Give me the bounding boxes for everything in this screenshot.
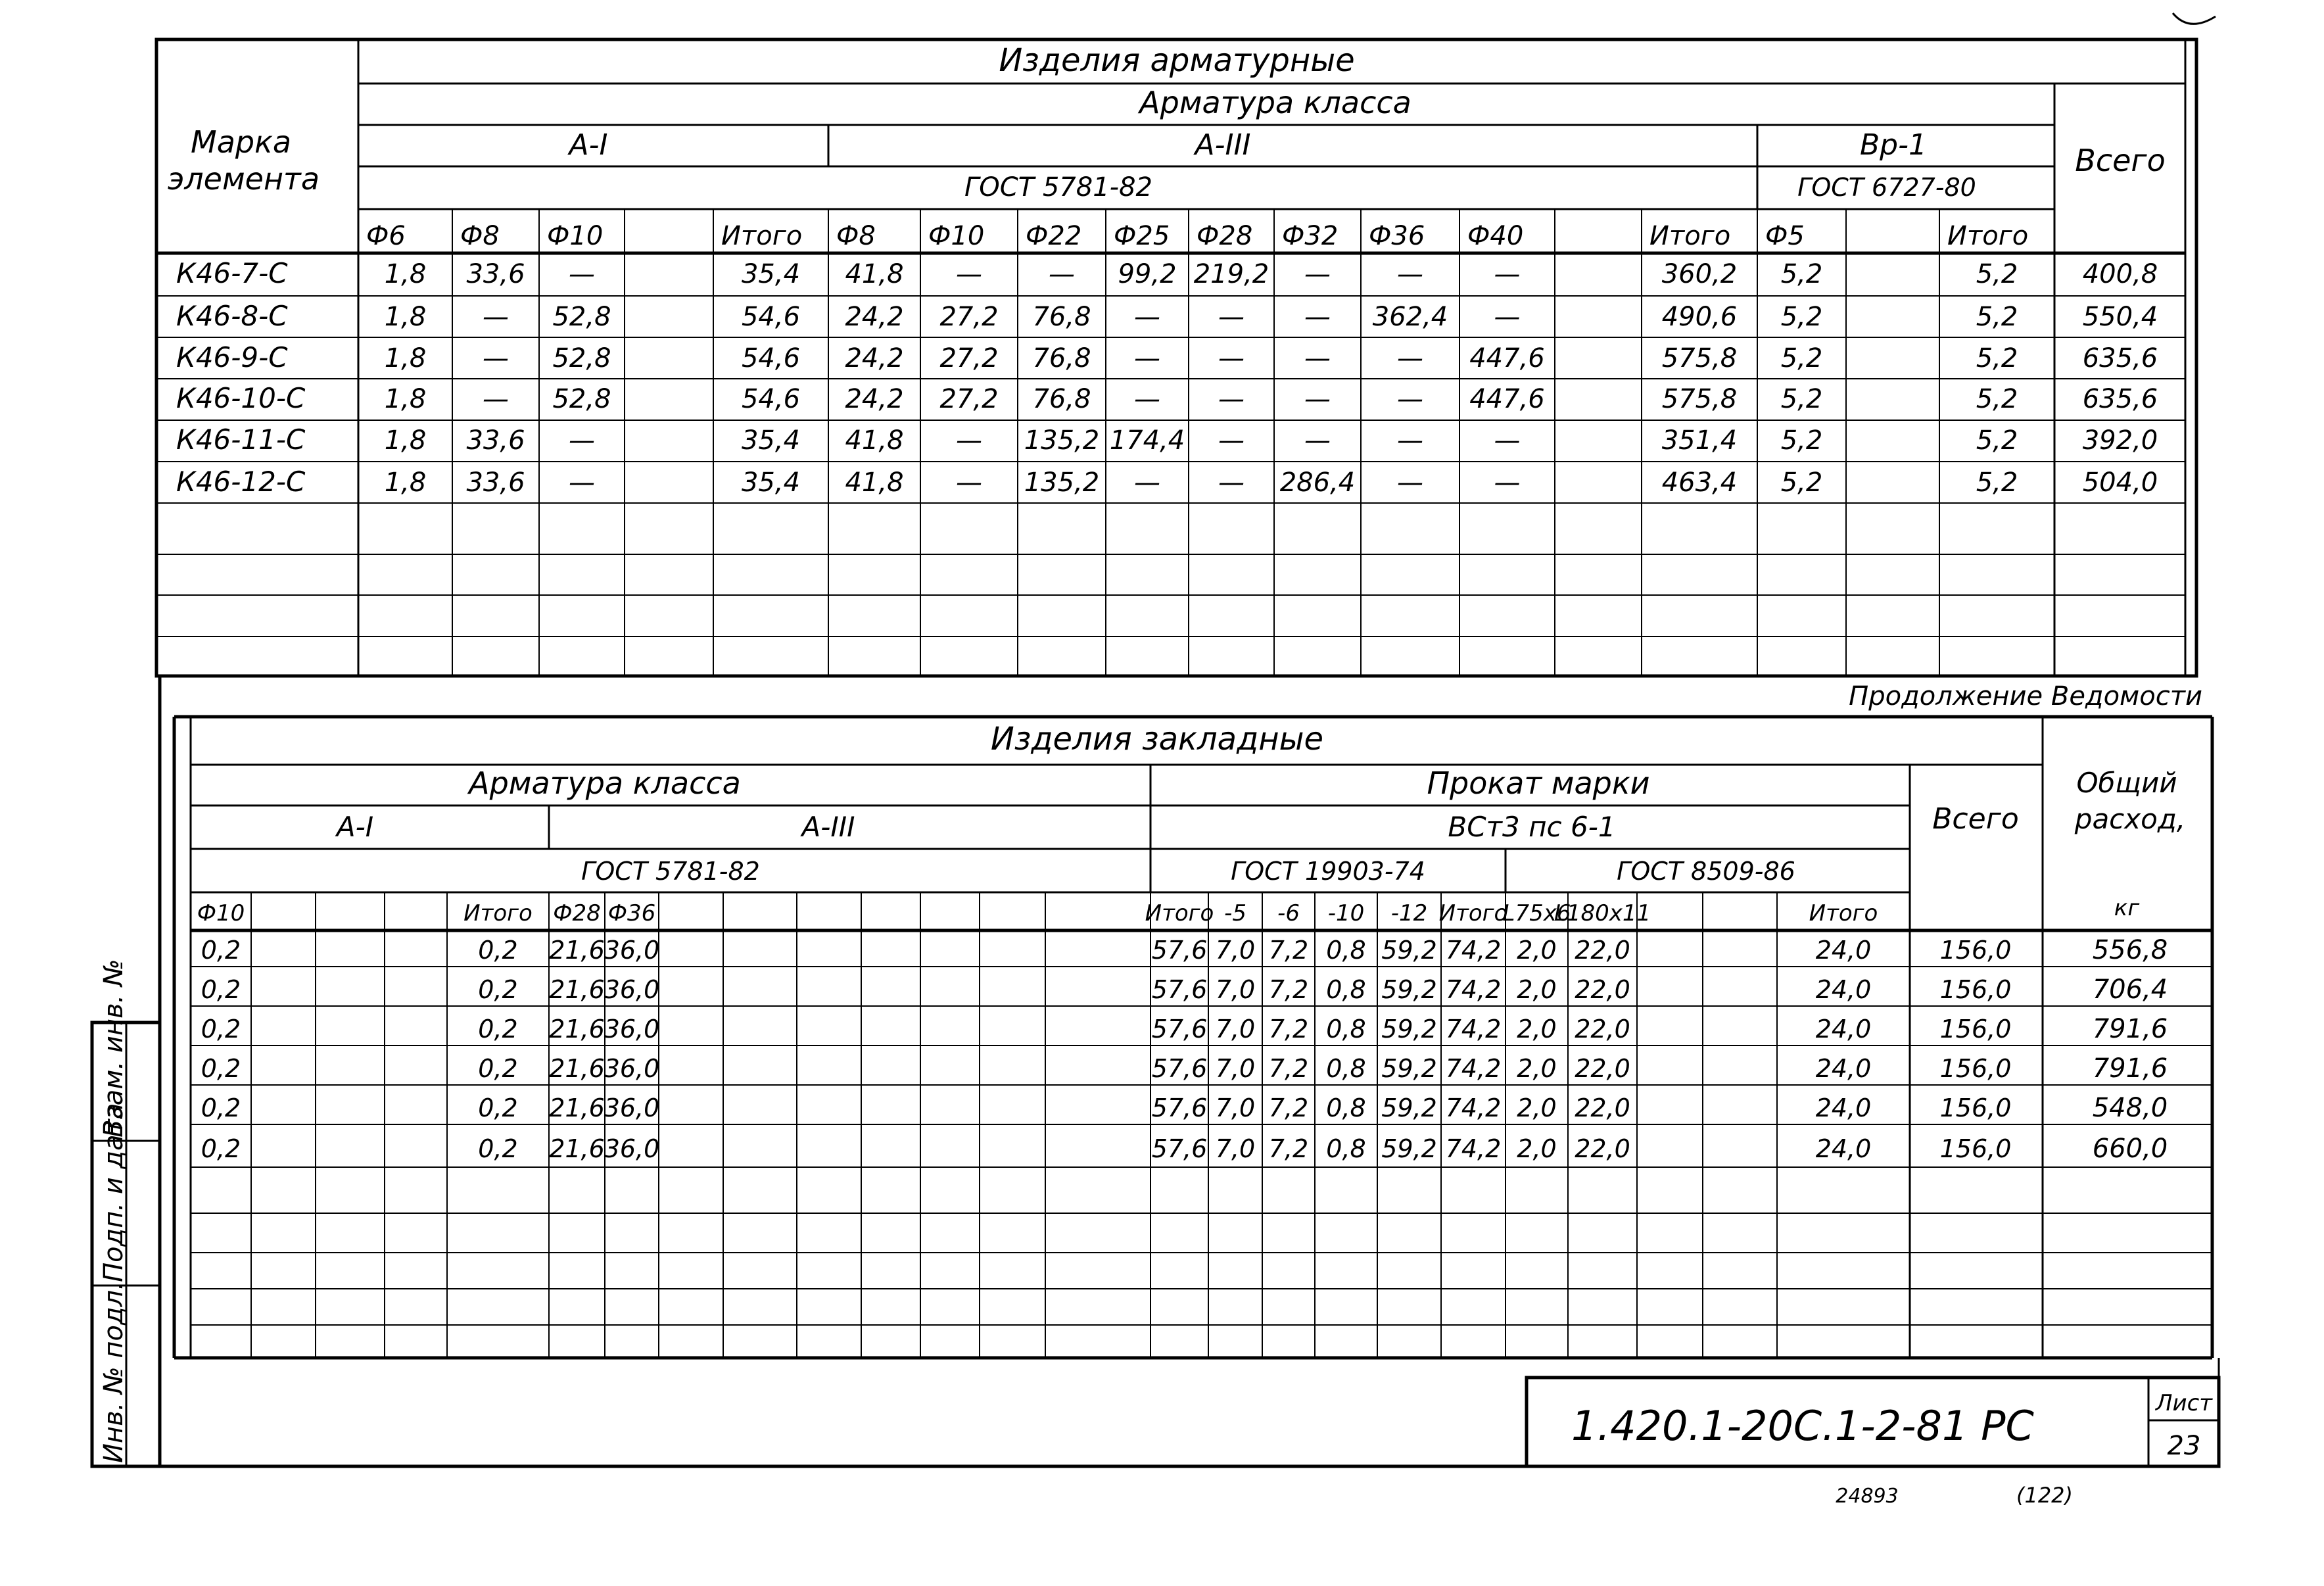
top-row-cell: 35,4 <box>741 425 801 456</box>
top-row-mark: К46-10-С <box>176 382 306 414</box>
bottom-row-cell: 2,0 <box>1517 936 1557 965</box>
top-title: Изделия арматурные <box>999 42 1355 79</box>
top-row-cell: 52,8 <box>552 384 611 414</box>
top-row-cell: — <box>1397 468 1423 498</box>
top-row-cell: 1,8 <box>384 384 427 414</box>
top-row-cell: 24,2 <box>845 343 904 373</box>
top-row-cell: — <box>1494 468 1521 498</box>
bottom-row-cell: 36,0 <box>604 1015 660 1044</box>
bottom-row-cell: 24,0 <box>1815 1093 1872 1122</box>
bottom-row-total: 156,0 <box>1939 1134 2012 1163</box>
bottom-row-cell: 0,2 <box>478 1134 518 1163</box>
top-row-cell: — <box>956 259 982 289</box>
top-col-header: Итого <box>721 221 803 251</box>
bottom-row-cell: 21,6 <box>549 1134 605 1163</box>
top-row-cell: 54,6 <box>741 384 801 414</box>
top-col-header: Ф6 <box>366 221 406 251</box>
top-row-cell: — <box>1218 343 1245 373</box>
bottom-row-cell: 0,2 <box>201 975 241 1004</box>
top-row-cell: — <box>1134 302 1160 332</box>
bottom-row-cell: 0,8 <box>1326 1134 1366 1163</box>
top-col-header: Итого <box>1947 221 2029 251</box>
top-row-cell: — <box>569 259 595 289</box>
top-group-vr: Вр-1 <box>1860 128 1927 162</box>
bottom-row-cell: 59,2 <box>1381 1054 1437 1083</box>
top-col-header: Ф25 <box>1114 221 1170 251</box>
bottom-group-a1: А-I <box>336 811 374 843</box>
top-row-mark: К46-7-С <box>176 257 288 289</box>
top-row-cell: 76,8 <box>1032 302 1091 332</box>
bottom-row-cell: 22,0 <box>1575 1015 1630 1044</box>
bottom-row-cell: 21,6 <box>549 1093 605 1122</box>
top-row-cell: 76,8 <box>1032 384 1091 414</box>
bottom-row-cell: 7,0 <box>1215 1093 1256 1122</box>
bottom-row-cell: 74,2 <box>1445 936 1502 965</box>
inventory-number: 24893 <box>1836 1485 1899 1508</box>
top-row-cell: 1,8 <box>384 425 427 456</box>
top-row-cell: 35,4 <box>741 468 801 498</box>
corner-mark <box>2173 13 2216 24</box>
top-row-cell: 41,8 <box>845 259 904 289</box>
bottom-row-cell: 74,2 <box>1445 1054 1502 1083</box>
top-row-cell: — <box>1304 384 1331 414</box>
top-row-cell: — <box>483 384 509 414</box>
top-row-cell: 54,6 <box>741 302 801 332</box>
overall-unit: кг <box>2114 895 2140 921</box>
bottom-row-cell: 7,2 <box>1268 1134 1309 1163</box>
bottom-row-cell: 0,8 <box>1326 1054 1366 1083</box>
top-row-cell: — <box>1218 425 1245 456</box>
top-row-cell: — <box>1397 384 1423 414</box>
bottom-row-cell: 0,8 <box>1326 936 1366 965</box>
top-row-cell: — <box>569 468 595 498</box>
bottom-col-header: Итого <box>1809 900 1878 926</box>
top-row-cell: 35,4 <box>741 259 801 289</box>
bottom-row-cell: 7,2 <box>1268 1015 1309 1044</box>
top-row-cell: — <box>1304 302 1331 332</box>
overall-header-line2: расход, <box>2074 803 2186 835</box>
top-row-cell: 5,2 <box>1780 259 1823 289</box>
top-row-cell: 351,4 <box>1661 425 1738 456</box>
bottom-row-cell: 24,0 <box>1815 936 1872 965</box>
top-row-cell: — <box>483 343 509 373</box>
bottom-gost-arm: ГОСТ 5781-82 <box>581 857 760 886</box>
bottom-row-cell: 36,0 <box>604 1134 660 1163</box>
top-table <box>168 42 2166 498</box>
bottom-row-total: 156,0 <box>1939 1093 2012 1122</box>
bottom-row-overall: 706,4 <box>2092 974 2168 1005</box>
bottom-row-cell: 22,0 <box>1575 1093 1630 1122</box>
top-row-mark: К46-9-С <box>176 341 288 373</box>
mark-header-line2: элемента <box>168 161 320 197</box>
top-row-cell: 33,6 <box>466 259 525 289</box>
top-col-header: Ф36 <box>1369 221 1425 251</box>
top-row-cell: 286,4 <box>1279 468 1356 498</box>
top-row-cell: — <box>1304 425 1331 456</box>
bottom-table <box>197 721 2185 1164</box>
top-col-header: Ф40 <box>1467 221 1524 251</box>
top-row-total: 550,4 <box>2082 302 2158 332</box>
top-row-cell: 5,2 <box>1780 302 1823 332</box>
top-col-header: Ф22 <box>1026 221 1082 251</box>
top-col-header: Ф28 <box>1197 221 1253 251</box>
top-row-cell: 575,8 <box>1661 384 1738 414</box>
bottom-col-header: Ф10 <box>197 900 245 926</box>
bottom-row-cell: 0,8 <box>1326 1015 1366 1044</box>
bottom-row-cell: 24,0 <box>1815 1134 1872 1163</box>
bottom-row-cell: 7,0 <box>1215 975 1256 1004</box>
bottom-col-header: L180x11 <box>1553 900 1651 926</box>
bottom-row-cell: 36,0 <box>604 1054 660 1083</box>
bottom-row-cell: 59,2 <box>1381 1134 1437 1163</box>
page-number: (122) <box>2016 1483 2074 1508</box>
top-row-cell: — <box>1218 468 1245 498</box>
bottom-row-cell: 21,6 <box>549 1054 605 1083</box>
bottom-row-cell: 7,0 <box>1215 1015 1256 1044</box>
bottom-row-cell: 21,6 <box>549 936 605 965</box>
bottom-row-cell: 0,2 <box>478 975 518 1004</box>
bottom-row-cell: 22,0 <box>1575 975 1630 1004</box>
bottom-row-cell: 24,0 <box>1815 1054 1872 1083</box>
top-row-cell: 362,4 <box>1372 302 1448 332</box>
bottom-row-cell: 2,0 <box>1517 1134 1557 1163</box>
bottom-row-cell: 36,0 <box>604 936 660 965</box>
bottom-row-cell: 7,0 <box>1215 1054 1256 1083</box>
top-row-cell: 575,8 <box>1661 343 1738 373</box>
bottom-gost-prokat1: ГОСТ 19903-74 <box>1231 857 1425 886</box>
bottom-row-overall: 548,0 <box>2092 1093 2168 1123</box>
top-row-total: 400,8 <box>2082 259 2158 289</box>
bottom-row-cell: 36,0 <box>604 975 660 1004</box>
top-row-total: 504,0 <box>2082 468 2158 498</box>
bottom-row-cell: 74,2 <box>1445 1015 1502 1044</box>
top-row-cell: 135,2 <box>1024 468 1100 498</box>
top-row-cell: 27,2 <box>939 343 999 373</box>
bottom-row-cell: 2,0 <box>1517 1054 1557 1083</box>
bottom-row-cell: 7,2 <box>1268 936 1309 965</box>
continuation-label: Продолжение Ведомости <box>1849 681 2202 711</box>
top-row-cell: 41,8 <box>845 425 904 456</box>
top-gost-vr: ГОСТ 6727-80 <box>1797 173 1976 202</box>
side-label-sign-date: Подп. и дата <box>99 1103 129 1282</box>
top-row-cell: 33,6 <box>466 468 525 498</box>
side-label-replace-inv: Взам. инв. № <box>99 959 129 1138</box>
bottom-col-header: L75x6 <box>1502 900 1571 926</box>
bottom-col-header: Итого <box>463 900 533 926</box>
bottom-col-header: Ф28 <box>553 900 601 926</box>
top-total-header: Всего <box>2075 143 2166 178</box>
bottom-row-cell: 0,2 <box>201 1134 241 1163</box>
top-row-total: 635,6 <box>2082 343 2158 373</box>
top-row-cell: — <box>1049 259 1075 289</box>
bottom-row-cell: 7,0 <box>1215 1134 1256 1163</box>
top-row-cell: 52,8 <box>552 302 611 332</box>
top-row-cell: 5,2 <box>1780 343 1823 373</box>
bottom-row-cell: 21,6 <box>549 1015 605 1044</box>
top-row-mark: К46-8-С <box>176 300 288 332</box>
top-gost-main: ГОСТ 5781-82 <box>964 172 1152 203</box>
top-row-cell: — <box>1304 259 1331 289</box>
top-row-cell: — <box>1218 302 1245 332</box>
top-row-total: 392,0 <box>2082 425 2158 456</box>
top-row-cell: — <box>1218 384 1245 414</box>
bottom-row-cell: 7,2 <box>1268 1093 1309 1122</box>
bottom-row-cell: 57,6 <box>1151 1093 1208 1122</box>
bottom-row-cell: 0,2 <box>201 1054 241 1083</box>
bottom-col-header: -5 <box>1224 900 1246 926</box>
bottom-row-overall: 556,8 <box>2092 935 2168 965</box>
top-row-cell: — <box>1397 259 1423 289</box>
top-row-cell: 1,8 <box>384 259 427 289</box>
top-col-header: Ф10 <box>928 221 985 251</box>
sheet-number: 23 <box>2167 1431 2201 1461</box>
top-row-cell: 1,8 <box>384 343 427 373</box>
bottom-group-a3: А-III <box>801 811 855 843</box>
bottom-row-cell: 57,6 <box>1151 1015 1208 1044</box>
top-row-cell: 24,2 <box>845 384 904 414</box>
top-row-cell: 447,6 <box>1469 343 1545 373</box>
bottom-row-cell: 0,2 <box>478 936 518 965</box>
bottom-col-header: Итого <box>1145 900 1214 926</box>
bottom-row-cell: 59,2 <box>1381 1093 1437 1122</box>
overall-header-line1: Общий <box>2076 767 2177 799</box>
bottom-row-cell: 22,0 <box>1575 1054 1630 1083</box>
bottom-row-cell: 0,2 <box>201 1015 241 1044</box>
bottom-row-cell: 74,2 <box>1445 975 1502 1004</box>
bottom-row-cell: 0,2 <box>201 936 241 965</box>
top-subtitle: Арматура класса <box>1139 85 1411 120</box>
top-row-cell: 41,8 <box>845 468 904 498</box>
top-row-cell: — <box>1134 384 1160 414</box>
top-row-cell: — <box>956 425 982 456</box>
top-row-cell: 5,2 <box>1780 384 1823 414</box>
bottom-col-header: Итого <box>1438 900 1508 926</box>
bottom-row-cell: 7,0 <box>1215 936 1256 965</box>
top-row-cell: 54,6 <box>741 343 801 373</box>
top-row-cell: — <box>1134 343 1160 373</box>
bottom-row-cell: 2,0 <box>1517 1093 1557 1122</box>
bottom-row-cell: 22,0 <box>1575 1134 1630 1163</box>
top-row-cell: — <box>483 302 509 332</box>
bottom-row-cell: 74,2 <box>1445 1093 1502 1122</box>
top-row-cell: 5,2 <box>1976 259 2018 289</box>
top-row-cell: — <box>569 425 595 456</box>
top-col-header: Итого <box>1649 221 1731 251</box>
top-group-a1: А-I <box>569 128 608 162</box>
top-row-cell: — <box>1134 468 1160 498</box>
top-row-mark: К46-12-С <box>176 466 306 498</box>
bottom-row-total: 156,0 <box>1939 1015 2012 1044</box>
top-row-cell: 5,2 <box>1976 425 2018 456</box>
top-row-cell: 5,2 <box>1976 468 2018 498</box>
sheet-label: Лист <box>2155 1390 2213 1416</box>
bottom-row-cell: 7,2 <box>1268 975 1309 1004</box>
bottom-row-overall: 660,0 <box>2092 1134 2168 1164</box>
top-col-header: Ф5 <box>1765 221 1805 251</box>
bottom-row-cell: 7,2 <box>1268 1054 1309 1083</box>
top-row-cell: 219,2 <box>1193 259 1269 289</box>
top-col-header: Ф8 <box>460 221 500 251</box>
top-row-cell: 76,8 <box>1032 343 1091 373</box>
bottom-row-cell: 0,2 <box>201 1093 241 1122</box>
top-row-cell: — <box>1494 302 1521 332</box>
bottom-gost-prokat2: ГОСТ 8509-86 <box>1617 857 1795 886</box>
bottom-row-cell: 74,2 <box>1445 1134 1502 1163</box>
top-row-cell: 33,6 <box>466 425 525 456</box>
bottom-row-cell: 0,2 <box>478 1015 518 1044</box>
side-label-inv-no: Инв. № подл. <box>99 1282 129 1463</box>
bottom-row-cell: 0,2 <box>478 1054 518 1083</box>
bottom-row-cell: 0,2 <box>478 1093 518 1122</box>
bottom-row-total: 156,0 <box>1939 1054 2012 1083</box>
top-col-header: Ф10 <box>547 221 604 251</box>
bottom-col-header: Ф36 <box>607 900 656 926</box>
bottom-row-cell: 57,6 <box>1151 1134 1208 1163</box>
bottom-row-total: 156,0 <box>1939 936 2012 965</box>
bottom-row-cell: 59,2 <box>1381 1015 1437 1044</box>
bottom-row-cell: 21,6 <box>549 975 605 1004</box>
top-group-a3: А-III <box>1195 128 1251 162</box>
top-row-cell: 27,2 <box>939 384 999 414</box>
top-row-cell: 5,2 <box>1976 302 2018 332</box>
bottom-col-header: -10 <box>1327 900 1365 926</box>
top-row-cell: — <box>1494 259 1521 289</box>
top-row-mark: К46-11-С <box>176 423 306 456</box>
top-col-header: Ф8 <box>836 221 876 251</box>
top-row-cell: 1,8 <box>384 302 427 332</box>
bottom-row-cell: 22,0 <box>1575 936 1630 965</box>
bottom-row-overall: 791,6 <box>2092 1014 2168 1044</box>
bottom-row-cell: 0,8 <box>1326 1093 1366 1122</box>
top-row-cell: — <box>1397 343 1423 373</box>
top-row-cell: 1,8 <box>384 468 427 498</box>
top-row-cell: 5,2 <box>1976 384 2018 414</box>
top-row-cell: — <box>1397 425 1423 456</box>
top-row-cell: 174,4 <box>1109 425 1185 456</box>
bottom-row-cell: 2,0 <box>1517 975 1557 1004</box>
bottom-row-cell: 57,6 <box>1151 936 1208 965</box>
bottom-row-cell: 24,0 <box>1815 1015 1872 1044</box>
bottom-total-header: Всего <box>1932 802 2019 836</box>
top-row-cell: 24,2 <box>845 302 904 332</box>
bottom-row-total: 156,0 <box>1939 975 2012 1004</box>
bottom-title: Изделия закладные <box>990 721 1324 757</box>
bottom-row-cell: 59,2 <box>1381 975 1437 1004</box>
top-row-cell: 490,6 <box>1661 302 1738 332</box>
top-row-cell: 27,2 <box>939 302 999 332</box>
bottom-col-header: -12 <box>1390 900 1428 926</box>
bottom-row-cell: 57,6 <box>1151 1054 1208 1083</box>
top-col-header: Ф32 <box>1282 221 1339 251</box>
bottom-row-cell: 24,0 <box>1815 975 1872 1004</box>
bottom-armature-header: Арматура класса <box>469 765 741 801</box>
top-row-cell: 99,2 <box>1118 259 1177 289</box>
top-row-cell: 463,4 <box>1661 468 1738 498</box>
bottom-row-overall: 791,6 <box>2092 1053 2168 1084</box>
top-row-cell: — <box>1304 343 1331 373</box>
top-row-cell: 447,6 <box>1469 384 1545 414</box>
bottom-prokat-header: Прокат марки <box>1427 765 1650 801</box>
top-row-cell: — <box>1494 425 1521 456</box>
top-row-cell: 5,2 <box>1780 425 1823 456</box>
bottom-row-cell: 0,8 <box>1326 975 1366 1004</box>
mark-header-line1: Марка <box>191 124 292 160</box>
drawing-code: 1.420.1-20С.1-2-81 РС <box>1571 1402 2034 1450</box>
top-row-cell: 135,2 <box>1024 425 1100 456</box>
bottom-row-cell: 57,6 <box>1151 975 1208 1004</box>
top-row-cell: 52,8 <box>552 343 611 373</box>
top-row-cell: 5,2 <box>1976 343 2018 373</box>
top-row-cell: — <box>956 468 982 498</box>
top-row-cell: 5,2 <box>1780 468 1823 498</box>
bottom-row-cell: 59,2 <box>1381 936 1437 965</box>
bottom-row-cell: 36,0 <box>604 1093 660 1122</box>
top-row-total: 635,6 <box>2082 384 2158 414</box>
bottom-steel-grade: ВСт3 пс 6-1 <box>1448 811 1616 843</box>
top-row-cell: 360,2 <box>1661 259 1738 289</box>
bottom-col-header: -6 <box>1277 900 1300 926</box>
bottom-row-cell: 2,0 <box>1517 1015 1557 1044</box>
